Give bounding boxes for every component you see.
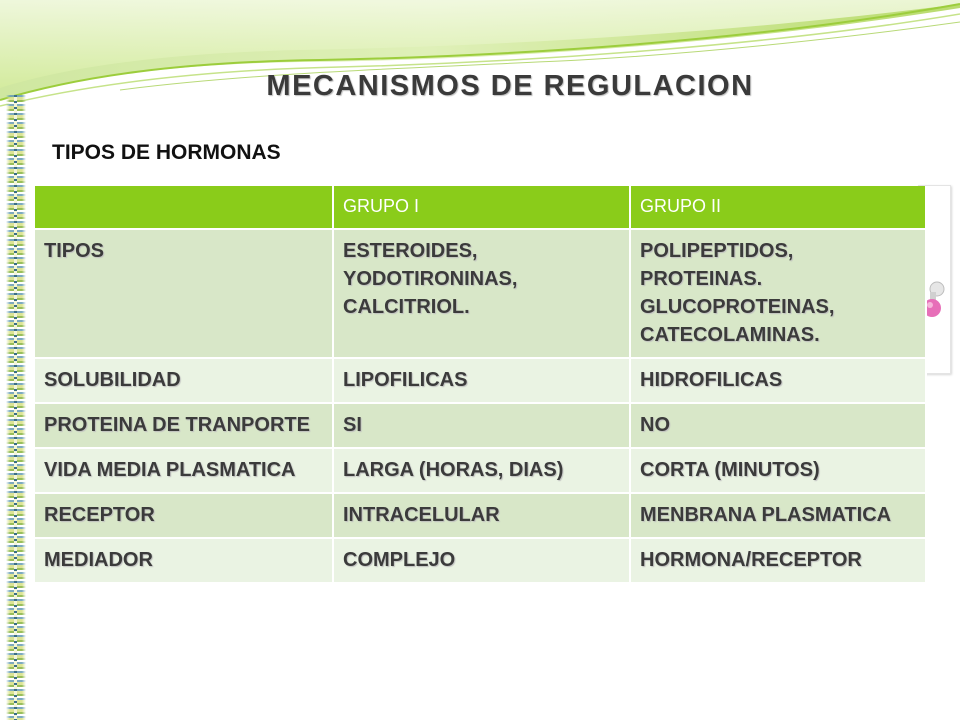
table-row bbox=[35, 493, 926, 538]
row-label: VIDA MEDIA PLASMATICA bbox=[35, 448, 333, 493]
table-row bbox=[35, 403, 926, 448]
header-cell-grupo-1: GRUPO I bbox=[333, 186, 630, 229]
grupo-1-cell: SI bbox=[333, 403, 630, 448]
hormone-comparison-table bbox=[35, 186, 927, 584]
row-label: SOLUBILIDAD bbox=[35, 358, 333, 403]
grupo-1-cell: LARGA (HORAS, DIAS) bbox=[333, 448, 630, 493]
grupo-2-cell: HORMONA/RECEPTOR bbox=[630, 538, 926, 583]
row-label: PROTEINA DE TRANPORTE bbox=[35, 403, 333, 448]
header-swoosh-decoration bbox=[0, 0, 960, 130]
grupo-2-cell: NO bbox=[630, 403, 926, 448]
grupo-1-cell: INTRACELULAR bbox=[333, 493, 630, 538]
grupo-1-cell: ESTEROIDES, YODOTIRONINAS, CALCITRIOL. bbox=[333, 229, 630, 358]
grupo-2-cell: POLIPEPTIDOS, PROTEINAS. GLUCOPROTEINAS, CATECOLAMINAS. bbox=[630, 229, 926, 358]
header-cell-grupo-2: GRUPO II bbox=[630, 186, 926, 229]
grupo-2-cell: HIDROFILICAS bbox=[630, 358, 926, 403]
slide-subtitle: TIPOS DE HORMONAS bbox=[52, 141, 281, 164]
grupo-2-cell: CORTA (MINUTOS) bbox=[630, 448, 926, 493]
table-row bbox=[35, 229, 926, 358]
row-label: MEDIADOR bbox=[35, 538, 333, 583]
table-row bbox=[35, 358, 926, 403]
left-decorative-border-core bbox=[14, 95, 17, 720]
row-label: RECEPTOR bbox=[35, 493, 333, 538]
grupo-2-cell: MENBRANA PLASMATICA bbox=[630, 493, 926, 538]
row-label: TIPOS bbox=[35, 229, 333, 358]
table-row bbox=[35, 538, 926, 583]
table-row bbox=[35, 448, 926, 493]
table-header-row bbox=[35, 186, 926, 229]
grupo-1-cell: LIPOFILICAS bbox=[333, 358, 630, 403]
slide-title: MECANISMOS DE REGULACION bbox=[266, 70, 754, 102]
header-cell-empty bbox=[35, 186, 333, 229]
grupo-1-cell: COMPLEJO bbox=[333, 538, 630, 583]
